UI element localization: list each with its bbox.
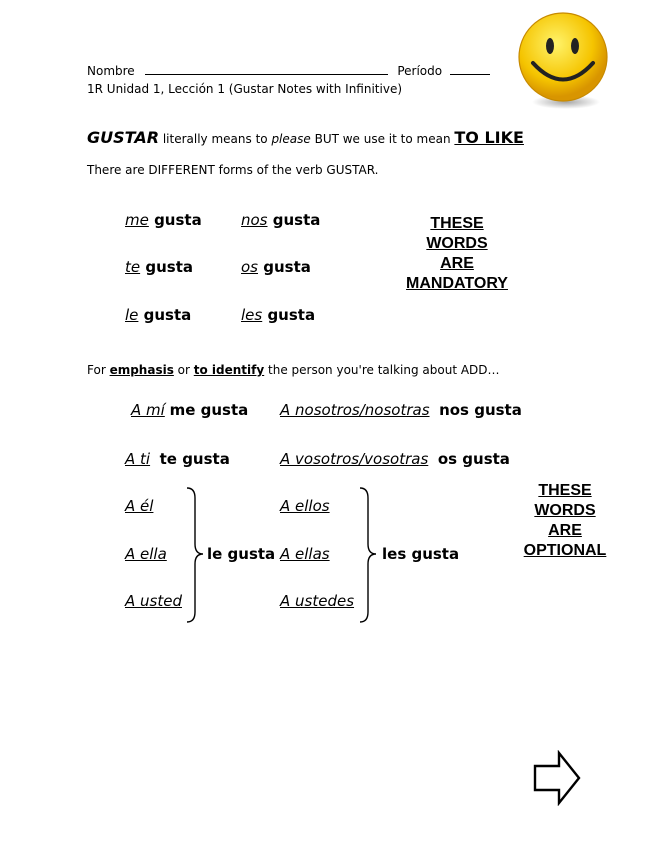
left-brace — [185, 486, 205, 626]
pronoun-nos: nos gusta — [241, 211, 321, 229]
identify-word: to identify — [193, 363, 265, 377]
name-line — [87, 64, 490, 78]
gustar-word: GUSTAR — [87, 128, 160, 147]
emphasis-word: emphasis — [109, 363, 174, 377]
a-ella: A ella — [125, 545, 167, 563]
name-label: Nombre — [87, 64, 135, 78]
a-ustedes: A ustedes — [280, 592, 355, 610]
intro-but: BUT we use it to mean — [310, 132, 455, 146]
intro-literally: literally means to — [159, 132, 272, 146]
pronoun-os: os gusta — [241, 258, 311, 276]
smiley-face-icon — [514, 10, 614, 110]
a-ellos: A ellos — [280, 497, 330, 515]
a-nosotros-row: A nosotros/nosotras nos gusta — [280, 401, 522, 419]
pronoun-me: me gusta — [125, 211, 202, 229]
period-label: Período — [397, 64, 443, 78]
forms-line: There are DIFFERENT forms of the verb GUSTAR. — [87, 163, 379, 177]
intro-line — [87, 128, 524, 147]
les-gusta: les gusta — [382, 545, 460, 563]
emphasis-line: For emphasis or to identify the person you're talking about ADD… — [87, 363, 500, 377]
to-like: TO LIKE — [454, 128, 524, 147]
mandatory-note: THESE WORDS ARE MANDATORY — [406, 215, 508, 292]
optional-note: THESE WORDS ARE OPTIONAL — [523, 482, 607, 559]
right-arrow-icon[interactable] — [533, 750, 583, 806]
intro-please: please — [271, 132, 311, 146]
le-gusta: le gusta — [207, 545, 276, 563]
a-ellas: A ellas — [280, 545, 330, 563]
a-vosotros-row: A vosotros/vosotras os gusta — [280, 450, 510, 468]
name-blank[interactable] — [145, 64, 388, 75]
a-ti-row: A ti te gusta — [125, 450, 230, 468]
period-blank[interactable] — [450, 64, 490, 75]
pronoun-les: les gusta — [241, 306, 316, 324]
pronoun-te: te gusta — [125, 258, 193, 276]
a-mi-row: A mí me gusta — [131, 401, 249, 419]
a-el: A él — [125, 497, 154, 515]
right-brace — [358, 486, 378, 626]
subtitle: 1R Unidad 1, Lección 1 (Gustar Notes with Infinitive) — [87, 82, 403, 96]
a-usted: A usted — [125, 592, 182, 610]
pronoun-le: le gusta — [125, 306, 192, 324]
